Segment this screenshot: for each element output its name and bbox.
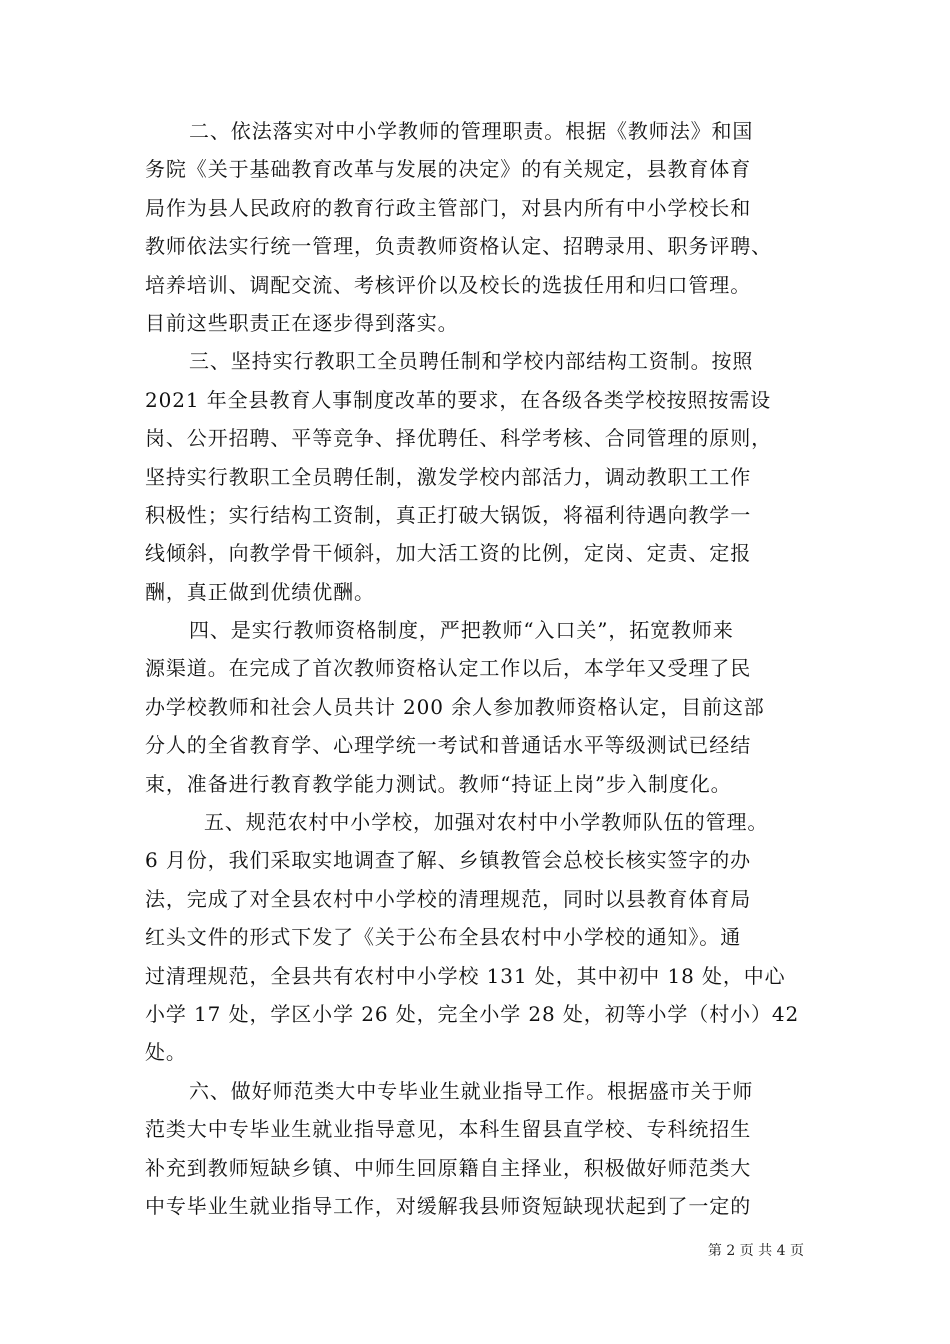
text-line: 红头文件的形式下发了《关于公布全县农村中小学校的通知》。通 <box>145 925 742 950</box>
text-line: 岗、公开招聘、平等竞争、择优聘任、科学考核、合同管理的原则， <box>145 426 772 451</box>
text-line: 积极性；实行结构工资制，真正打破大锅饭，将福利待遇向教学一 <box>145 502 752 527</box>
text-line: 处。 <box>145 1040 187 1065</box>
text-line: 办学校教师和社会人员共计 200 余人参加教师资格认定，目前这部 <box>145 694 765 719</box>
page-number-footer: 第 2 页 共 4 页 <box>707 1243 804 1259</box>
text-line: 坚持实行教职工全员聘任制，激发学校内部活力，调动教职工工作 <box>145 464 752 489</box>
text-line: 目前这些职责正在逐步得到落实。 <box>145 310 459 335</box>
text-line: 中专毕业生就业指导工作，对缓解我县师资短缺现状起到了一定的 <box>145 1193 752 1218</box>
text-line: 过清理规范，全县共有农村中小学校 131 处，其中初中 18 处，中心 <box>145 963 786 988</box>
text-line: 分人的全省教育学、心理学统一考试和普通话水平等级测试已经结 <box>145 733 752 758</box>
text-line: 三、坚持实行教职工全员聘任制和学校内部结构工资制。按照 <box>189 349 754 374</box>
text-line: 补充到教师短缺乡镇、中师生回原籍自主择业，积极做好师范类大 <box>145 1155 752 1180</box>
text-line: 2021 年全县教育人事制度改革的要求，在各级各类学校按照按需设 <box>145 387 772 412</box>
text-line: 培养培训、调配交流、考核评价以及校长的选拔任用和归口管理。 <box>145 272 752 297</box>
text-line: 务院《关于基础教育改革与发展的决定》的有关规定，县教育体育 <box>145 157 752 182</box>
text-line: 酬，真正做到优绩优酬。 <box>145 579 375 604</box>
text-line: 6 月份，我们采取实地调查了解、乡镇教管会总校长核实签字的办 <box>145 848 752 873</box>
text-line: 二、依法落实对中小学教师的管理职责。根据《教师法》和国 <box>189 119 754 143</box>
text-line: 教师依法实行统一管理，负责教师资格认定、招聘录用、职务评聘、 <box>145 234 772 259</box>
text-line: 源渠道。在完成了首次教师资格认定工作以后，本学年又受理了民 <box>145 656 752 681</box>
text-line: 小学 17 处，学区小学 26 处，完全小学 28 处，初等小学（村小）42 <box>145 1001 800 1026</box>
text-line: 线倾斜，向教学骨干倾斜，加大活工资的比例，定岗、定责、定报 <box>145 541 752 566</box>
text-line: 范类大中专毕业生就业指导意见，本科生留县直学校、专科统招生 <box>145 1117 752 1142</box>
text-line: 四、是实行教师资格制度，严把教师“入口关”，拓宽教师来 <box>189 618 734 643</box>
text-line: 束，准备进行教育教学能力测试。教师“持证上岗”步入制度化。 <box>145 771 732 796</box>
text-line: 六、做好师范类大中专毕业生就业指导工作。根据盛市关于师 <box>189 1078 754 1103</box>
text-line: 局作为县人民政府的教育行政主管部门，对县内所有中小学校长和 <box>145 195 752 220</box>
text-line: 法，完成了对全县农村中小学校的清理规范，同时以县教育体育局 <box>145 886 752 911</box>
body-text <box>145 112 825 1225</box>
text-line: 五、规范农村中小学校，加强对农村中小学教师队伍的管理。 <box>204 810 769 835</box>
